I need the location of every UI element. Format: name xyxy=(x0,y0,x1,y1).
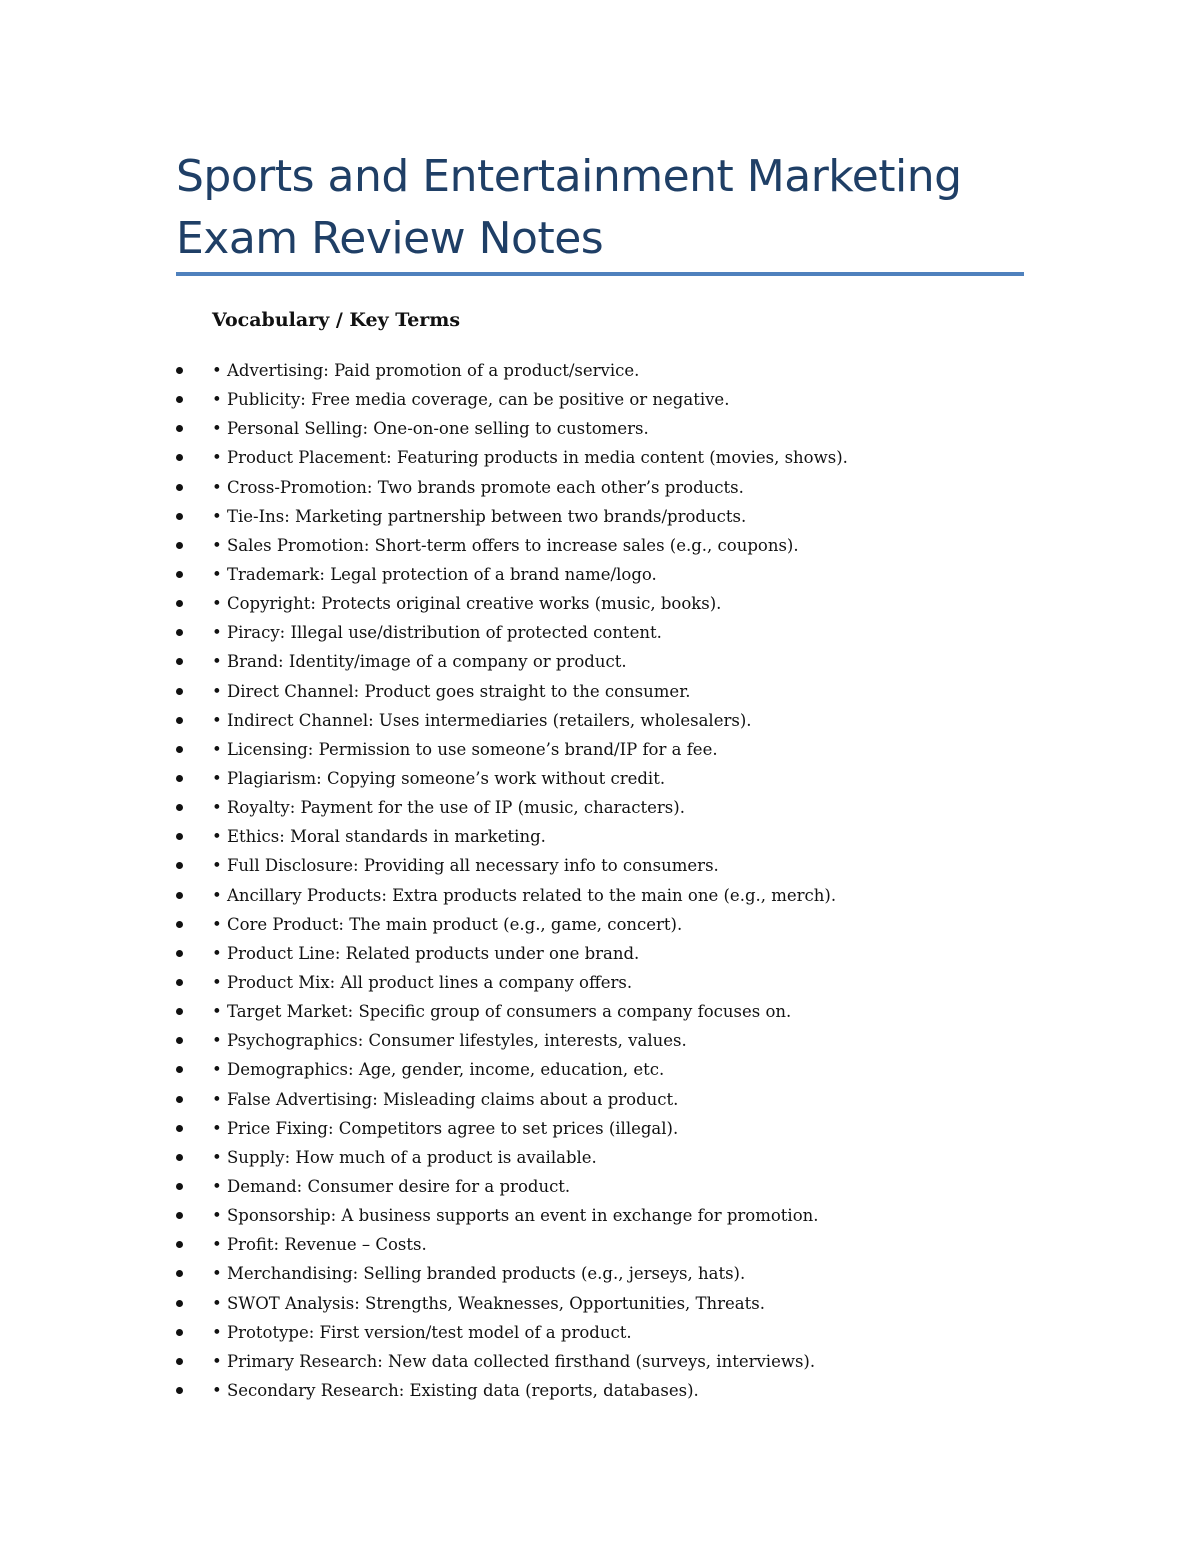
term-text: • Sponsorship: A business supports an event in exchange for promotion. xyxy=(212,1206,819,1226)
bullet-icon xyxy=(176,425,183,432)
list-item xyxy=(176,881,1056,910)
bullet-icon xyxy=(176,658,183,665)
list-item xyxy=(176,414,1056,443)
bullet-icon xyxy=(176,629,183,636)
term-text: • Indirect Channel: Uses intermediaries (retailers, wholesalers). xyxy=(212,710,752,730)
bullet-icon xyxy=(176,717,183,724)
term-text: • Product Line: Related products under one brand. xyxy=(212,943,640,963)
bullet-icon xyxy=(176,1154,183,1161)
term-text: • Plagiarism: Copying someone’s work without credit. xyxy=(212,768,666,788)
list-item xyxy=(176,1172,1056,1201)
term-text: • Demographics: Age, gender, income, education, etc. xyxy=(212,1060,665,1080)
bullet-icon xyxy=(176,833,183,840)
term-text: • Product Placement: Featuring products in media content (movies, shows). xyxy=(212,448,848,468)
list-item xyxy=(176,560,1056,589)
list-item xyxy=(176,531,1056,560)
bullet-icon xyxy=(176,1066,183,1073)
term-text: • Tie-Ins: Marketing partnership between two brands/products. xyxy=(212,506,747,526)
bullet-icon xyxy=(176,688,183,695)
bullet-icon xyxy=(176,513,183,520)
bullet-icon xyxy=(176,396,183,403)
list-item xyxy=(176,1085,1056,1114)
term-text: • Secondary Research: Existing data (reports, databases). xyxy=(212,1380,699,1400)
term-text: • Sales Promotion: Short-term offers to increase sales (e.g., coupons). xyxy=(212,535,799,555)
term-text: • Trademark: Legal protection of a brand name/logo. xyxy=(212,564,657,584)
bullet-icon xyxy=(176,542,183,549)
list-item xyxy=(176,385,1056,414)
term-text: • Price Fixing: Competitors agree to set prices (illegal). xyxy=(212,1118,679,1138)
list-item xyxy=(176,1289,1056,1318)
term-text: • Cross-Promotion: Two brands promote each other’s products. xyxy=(212,477,744,497)
term-text: • Piracy: Illegal use/distribution of protected content. xyxy=(212,623,662,643)
bullet-icon xyxy=(176,1037,183,1044)
bullet-icon xyxy=(176,600,183,607)
bullet-icon xyxy=(176,950,183,957)
list-item xyxy=(176,764,1056,793)
bullet-icon xyxy=(176,921,183,928)
term-text: • Demand: Consumer desire for a product. xyxy=(212,1176,571,1196)
bullet-icon xyxy=(176,804,183,811)
section-heading: Vocabulary / Key Terms xyxy=(212,309,461,331)
term-text: • Personal Selling: One-on-one selling to customers. xyxy=(212,419,649,439)
term-text: • Advertising: Paid promotion of a product/service. xyxy=(212,361,640,380)
bullet-icon xyxy=(176,571,183,578)
bullet-icon xyxy=(176,1329,183,1336)
bullet-icon xyxy=(176,1300,183,1307)
bullet-icon xyxy=(176,484,183,491)
list-item xyxy=(176,793,1056,822)
list-item xyxy=(176,1114,1056,1143)
list-item xyxy=(176,589,1056,618)
list-item xyxy=(176,618,1056,647)
bullet-icon xyxy=(176,1096,183,1103)
term-text: • Direct Channel: Product goes straight to the consumer. xyxy=(212,681,691,701)
term-text: • Ancillary Products: Extra products related to the main one (e.g., merch). xyxy=(212,885,837,905)
list-item xyxy=(176,1230,1056,1259)
list-item xyxy=(176,735,1056,764)
list-item xyxy=(176,939,1056,968)
list-item xyxy=(176,1376,1056,1405)
list-item xyxy=(176,473,1056,502)
term-text: • Core Product: The main product (e.g., game, concert). xyxy=(212,914,683,934)
bullet-icon xyxy=(176,1270,183,1277)
bullet-icon xyxy=(176,862,183,869)
list-item xyxy=(176,1026,1056,1055)
list-item xyxy=(176,1259,1056,1288)
document-title xyxy=(176,146,1026,270)
term-text: • SWOT Analysis: Strengths, Weaknesses, Opportunities, Threats. xyxy=(212,1293,765,1313)
title-line-2: Exam Review Notes xyxy=(176,213,604,264)
list-item xyxy=(176,706,1056,735)
bullet-icon xyxy=(176,454,183,461)
term-text: • Profit: Revenue – Costs. xyxy=(212,1235,427,1255)
bullet-icon xyxy=(176,775,183,782)
list-item xyxy=(176,356,1056,385)
term-text: • Full Disclosure: Providing all necessary info to consumers. xyxy=(212,856,719,876)
bullet-icon xyxy=(176,1125,183,1132)
list-item xyxy=(176,1143,1056,1172)
term-text: • Copyright: Protects original creative works (music, books). xyxy=(212,594,722,614)
term-text: • Product Mix: All product lines a company offers. xyxy=(212,972,633,992)
list-item xyxy=(176,443,1056,472)
list-item xyxy=(176,677,1056,706)
list-item xyxy=(176,910,1056,939)
title-line-1: Sports and Entertainment Marketing xyxy=(176,151,962,202)
list-item xyxy=(176,968,1056,997)
list-item xyxy=(176,1347,1056,1376)
vocabulary-term-list xyxy=(176,356,1056,1405)
list-item xyxy=(176,502,1056,531)
term-text: • Merchandising: Selling branded products (e.g., jerseys, hats). xyxy=(212,1264,746,1284)
list-item xyxy=(176,822,1056,851)
bullet-icon xyxy=(176,746,183,753)
term-text: • Psychographics: Consumer lifestyles, interests, values. xyxy=(212,1031,687,1051)
term-text: • Target Market: Specific group of consumers a company focuses on. xyxy=(212,1002,792,1022)
term-text: • Ethics: Moral standards in marketing. xyxy=(212,827,546,847)
list-item xyxy=(176,997,1056,1026)
bullet-icon xyxy=(176,892,183,899)
list-item xyxy=(176,1318,1056,1347)
bullet-icon xyxy=(176,367,183,374)
bullet-icon xyxy=(176,1387,183,1394)
term-text: • Prototype: First version/test model of a product. xyxy=(212,1322,632,1342)
title-underline-rule xyxy=(176,272,1024,276)
term-text: • Primary Research: New data collected firsthand (surveys, interviews). xyxy=(212,1351,816,1371)
term-text: • Publicity: Free media coverage, can be positive or negative. xyxy=(212,390,730,410)
list-item xyxy=(176,1055,1056,1084)
list-item xyxy=(176,647,1056,676)
bullet-icon xyxy=(176,1212,183,1219)
term-text: • Royalty: Payment for the use of IP (music, characters). xyxy=(212,798,685,818)
bullet-icon xyxy=(176,1241,183,1248)
term-text: • Brand: Identity/image of a company or product. xyxy=(212,652,627,672)
bullet-icon xyxy=(176,1358,183,1365)
term-text: • Supply: How much of a product is available. xyxy=(212,1147,597,1167)
list-item xyxy=(176,1201,1056,1230)
term-text: • False Advertising: Misleading claims about a product. xyxy=(212,1089,679,1109)
bullet-icon xyxy=(176,979,183,986)
term-text: • Licensing: Permission to use someone’s brand/IP for a fee. xyxy=(212,739,718,759)
bullet-icon xyxy=(176,1183,183,1190)
list-item xyxy=(176,851,1056,880)
bullet-icon xyxy=(176,1008,183,1015)
